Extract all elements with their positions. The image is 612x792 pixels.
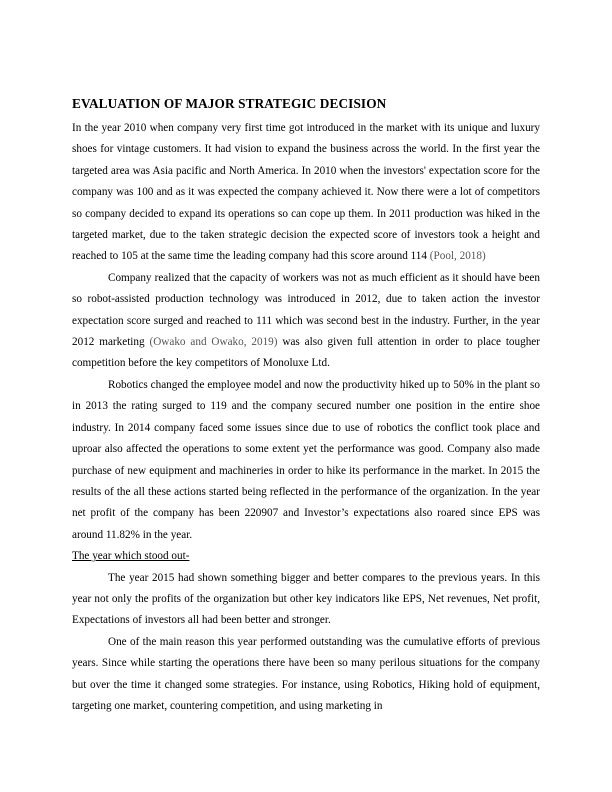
paragraph-2-text-after: was also given full attention in order to place tougher competition before the key competitors of Monoluxe Ltd. xyxy=(72,336,540,370)
paragraph-1-text: In the year 2010 when company very first time got introduced in the market with its unique and luxury shoes for vintage customers. It had vision to expand the business across the world. In the first year the targeted area was Asia pacific and North America. In 2010 when the investors' expectation score for the company was 100 and as it was expected the company achieved it. Now there were a lot of competitors so company decided to expand its operations so can cope up them. In 2011 production was hiked in the targeted market, due to the taken strategic decision the expected score of investors took a height and reached to 105 at the same time the leading company had this score around 114 xyxy=(72,122,540,263)
paragraph-4: The year 2015 had shown something bigger and better compares to the previous years. In this year not only the profits of the organization but other key indicators like EPS, Net revenues, Net profit, Expectations of investors all had been better and stronger. xyxy=(72,571,540,627)
subheading-year-stood-out: The year which stood out- xyxy=(72,550,190,563)
section-heading: EVALUATION OF MAJOR STRATEGIC DECISION xyxy=(72,96,387,111)
paragraph-2 xyxy=(72,268,540,375)
paragraph-3: Robotics changed the employee model and now the productivity hiked up to 50% in the plant so in 2013 the rating surged to 119 and the company secured number one position in the entire shoe industry. In 2014 company faced some issues since due to use of robotics the conflict took place and uproar also affected the operations to some extent yet the performance was good. Company also made purchase of new equipment and machineries in order to hike its performance in the market. In 2015 the results of the all these actions started being reflected in the performance of the organization. In the year net profit of the company has been 220907 and Investor’s expectations also roared since EPS was around 11.82% in the year. xyxy=(72,378,540,541)
paragraph-1 xyxy=(72,118,540,268)
paragraph-5: One of the main reason this year performed outstanding was the cumulative efforts of previous years. Since while starting the operations there have been so many perilous situations for the company but over the time it changed some strategies. For instance, using Robotics, Hiking hold of equipment, targeting one market, countering competition, and using marketing in xyxy=(72,635,540,712)
paragraph-2-text-before: Company realized that the capacity of workers was not as much efficient as it should have been so robot-assisted production technology was introduced in 2012, due to taken action the investor expectation score surged and reached to 111 which was second best in the industry. Further, in the year 2012 marketing xyxy=(72,271,540,349)
citation-pool-2018: (Pool, 2018) xyxy=(429,250,486,263)
document-page xyxy=(72,94,540,717)
citation-owako-2019: (Owako and Owako, 2019) xyxy=(149,336,278,349)
